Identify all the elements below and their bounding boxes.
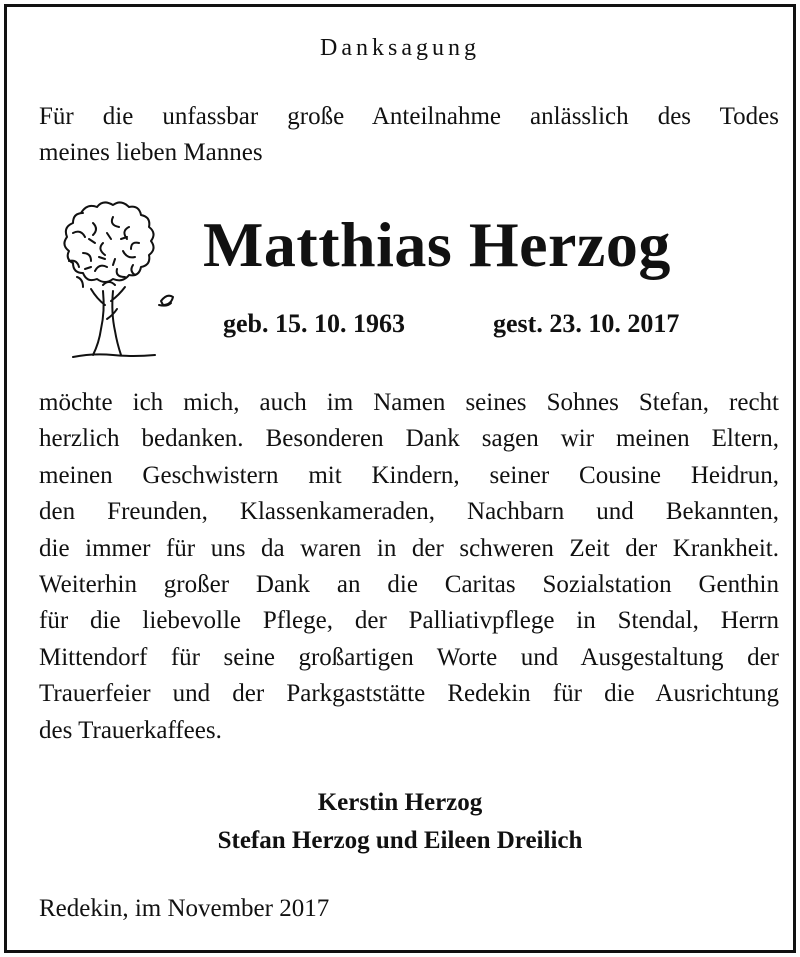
body-line: Mittendorf für seine großartigen Worte und Ausgestaltung der [39, 643, 779, 671]
death-date: gest. 23. 10. 2017 [493, 309, 680, 338]
body-line: meinen Geschwistern mit Kindern, seiner Cousine Heidrun, [39, 461, 779, 489]
intro-line-1: Für die unfassbar große Anteilnahme anlässlich des Todes [39, 103, 779, 130]
body-line: für die liebevolle Pflege, der Palliativpflege in Stendal, Herrn [39, 607, 779, 635]
tree-with-bird-icon [33, 193, 193, 363]
body-line: herzlich bedanken. Besonderen Dank sagen wir meinen Eltern, [39, 425, 779, 453]
notice-heading: Danksagung [320, 35, 480, 61]
deceased-name: Matthias Herzog [203, 209, 671, 280]
signature-line-1: Kerstin Herzog [317, 789, 483, 816]
intro-line-2: meines lieben Mannes [39, 139, 263, 166]
body-line: Weiterhin großer Dank an die Caritas Sozialstation Genthin [39, 571, 779, 599]
obituary-notice [4, 4, 796, 953]
body-line: Trauerfeier und der Parkgaststätte Redekin für die Ausrichtung [39, 680, 779, 708]
intro-text [39, 99, 779, 171]
birth-date: geb. 15. 10. 1963 [223, 309, 405, 338]
thanks-body [39, 385, 779, 749]
signature-line-2: Stefan Herzog und Eileen Dreilich [217, 827, 583, 854]
body-line: die immer für uns da waren in der schweren Zeit der Krankheit. [39, 534, 779, 562]
body-line: möchte ich mich, auch im Namen seines Sohnes Stefan, recht [39, 389, 779, 416]
body-line: den Freunden, Klassenkameraden, Nachbarn und Bekannten, [39, 498, 779, 526]
place-and-date: Redekin, im November 2017 [39, 895, 330, 922]
body-line: des Trauerkaffees. [39, 716, 222, 744]
